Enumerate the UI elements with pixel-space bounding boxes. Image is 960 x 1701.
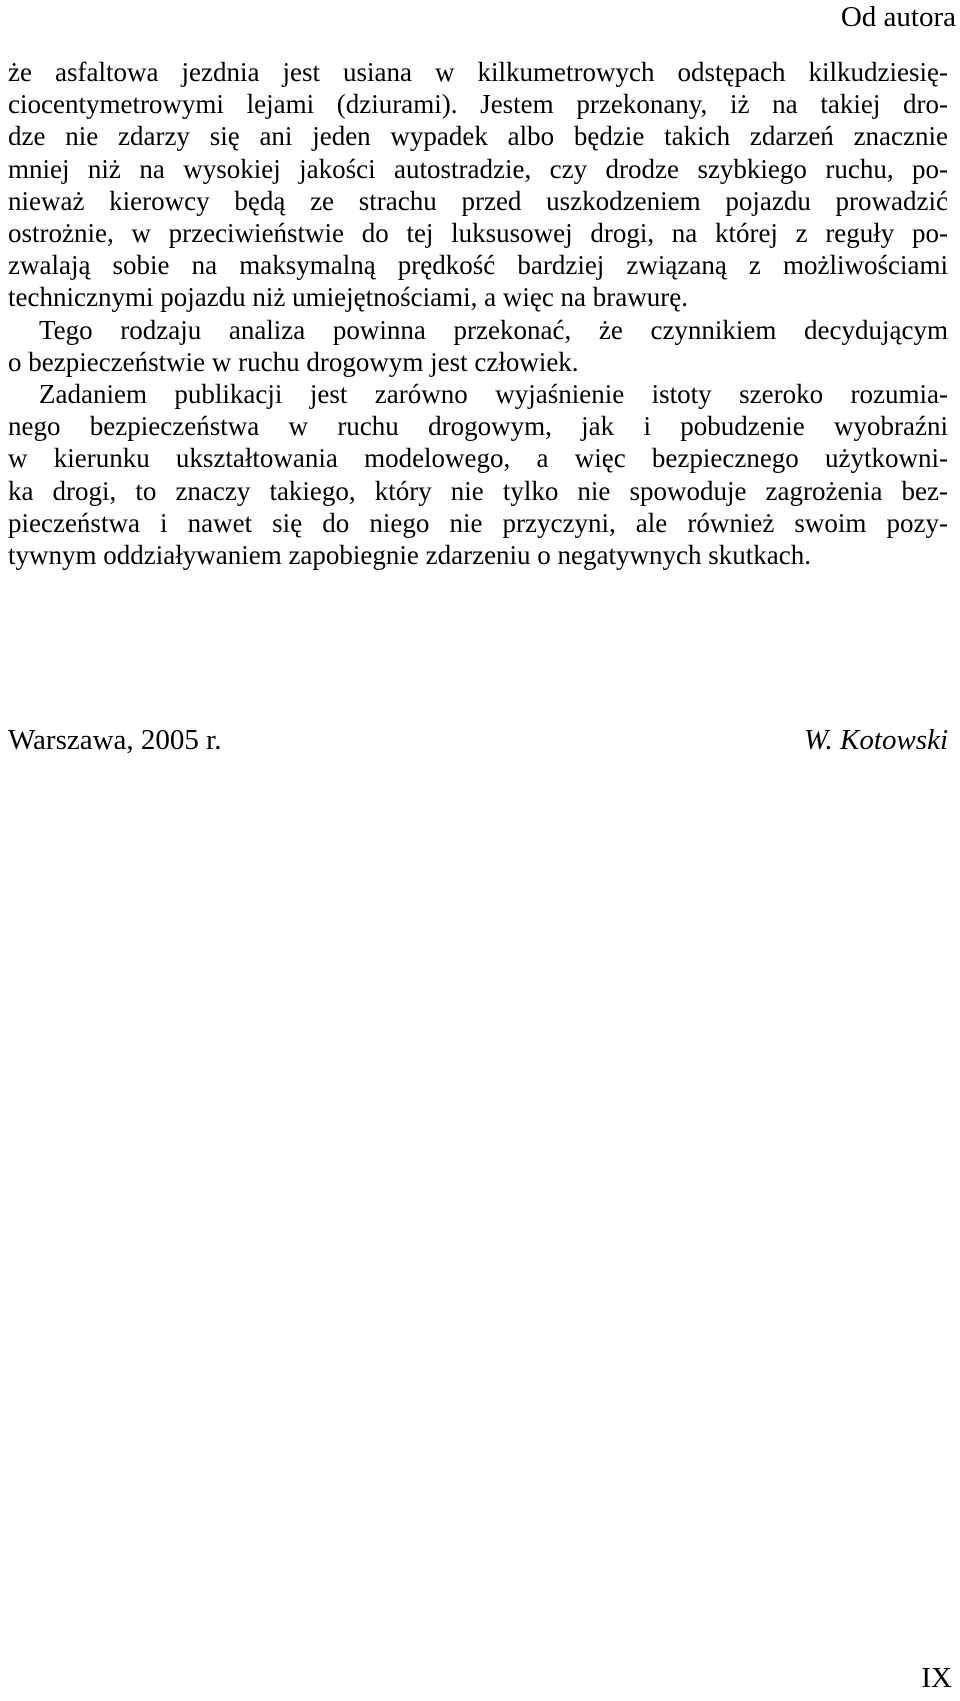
running-header: Od autora: [840, 1, 956, 33]
paragraph-3-line-4: ka drogi, to znaczy takiego, który nie tylko nie spowoduje zagrożenia bez-: [8, 475, 948, 506]
paragraph-1-line-1: że asfaltowa jezdnia jest usiana w kilkumetrowych odstępach kilkudziesię-: [8, 57, 948, 87]
paragraph-1-line-6: ostrożnie, w przeciwieństwie do tej luksusowej drogi, na której z reguły po-: [8, 218, 948, 249]
paragraph-1-line-4: mniej niż na wysokiej jakości autostradzie, czy drodze szybkiego ruchu, po-: [8, 153, 948, 184]
paragraph-1-line-7: zwalają sobie na maksymalną prędkość bardziej związaną z możliwościami: [8, 250, 948, 281]
page-number: IX: [921, 1662, 952, 1694]
paragraph-3-line-5: pieczeństwa i nawet się do niego nie przyczyni, ale również swoim pozy-: [8, 507, 948, 538]
paragraph-1-line-3: dze nie zdarzy się ani jeden wypadek albo będzie takich zdarzeń znacznie: [8, 121, 948, 152]
paragraph-3-line-1: Zadaniem publikacji jest zarówno wyjaśnienie istoty szeroko rozumia-: [39, 379, 948, 410]
place-and-date: Warszawa, 2005 r.: [8, 724, 222, 756]
paragraph-3-line-6: tywnym oddziaływaniem zapobiegnie zdarzeniu o negatywnych skutkach.: [8, 540, 811, 571]
paragraph-3-line-3: w kierunku ukształtowania modelowego, a więc bezpiecznego użytkowni-: [8, 443, 948, 474]
paragraph-1-line-8: technicznymi pojazdu niż umiejętnościami, a więc na brawurę.: [8, 282, 688, 313]
paragraph-1-line-5: nieważ kierowcy będą ze strachu przed uszkodzeniem pojazdu prowadzić: [8, 185, 948, 216]
paragraph-2-line-2: o bezpieczeństwie w ruchu drogowym jest człowiek.: [8, 346, 579, 377]
paragraph-2-line-1: Tego rodzaju analiza powinna przekonać, że czynnikiem decydującym: [39, 314, 948, 345]
body-text: [8, 56, 948, 571]
author-name: W. Kotowski: [804, 724, 948, 756]
paragraph-3-line-2: nego bezpieczeństwa w ruchu drogowym, jak i pobudzenie wyobraźni: [8, 411, 948, 442]
paragraph-1-line-2: ciocentymetrowymi lejami (dziurami). Jestem przekonany, iż na takiej dro-: [8, 89, 948, 120]
